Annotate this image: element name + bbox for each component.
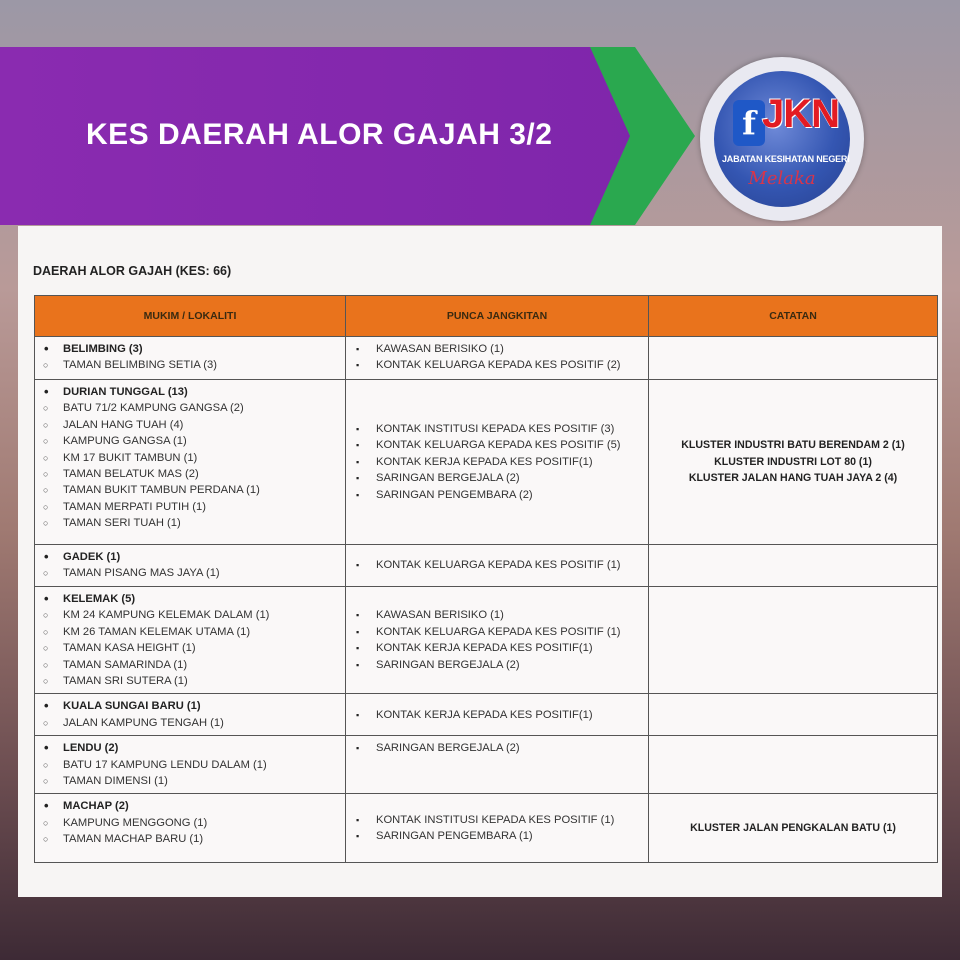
punca-item: ▪ KONTAK KERJA KEPADA KES POSITIF(1)	[356, 640, 648, 656]
mukim-name: • KUALA SUNGAI BARU (1)	[43, 698, 345, 714]
punca-item: ▪ KONTAK KELUARGA KEPADA KES POSITIF (2)	[356, 357, 648, 373]
punca-item: ▪ KONTAK KERJA KEPADA KES POSITIF(1)	[356, 707, 648, 723]
lokaliti-item: ○ TAMAN SERI TUAH (1)	[43, 515, 345, 531]
lokaliti-item: ○ TAMAN PISANG MAS JAYA (1)	[43, 565, 345, 581]
cell-mukim-lokaliti	[35, 545, 346, 587]
punca-item: ▪ SARINGAN PENGEMBARA (2)	[356, 487, 648, 503]
table-header-row	[35, 296, 938, 337]
lokaliti-item: ○ TAMAN BELIMBING SETIA (3)	[43, 357, 345, 373]
punca-item: ▪ KONTAK KELUARGA KEPADA KES POSITIF (1)	[356, 557, 648, 573]
catatan-item: KLUSTER INDUSTRI BATU BERENDAM 2 (1)	[681, 439, 905, 452]
cell-catatan	[649, 794, 938, 863]
table-row	[35, 736, 938, 794]
cell-catatan	[649, 736, 938, 794]
logo-brand-text: JKN	[762, 92, 840, 136]
mukim-name: • KELEMAK (5)	[43, 591, 345, 607]
punca-item: ▪ SARINGAN PENGEMBARA (1)	[356, 828, 648, 844]
punca-item: ▪ KONTAK KERJA KEPADA KES POSITIF(1)	[356, 454, 648, 470]
logo-script-text: Melaka	[748, 168, 816, 189]
punca-item: ▪ SARINGAN BERGEJALA (2)	[356, 740, 648, 756]
punca-item: ▪ KAWASAN BERISIKO (1)	[356, 341, 648, 357]
lokaliti-item: ○ TAMAN MERPATI PUTIH (1)	[43, 499, 345, 515]
catatan-item: KLUSTER INDUSTRI LOT 80 (1)	[714, 455, 872, 468]
table-row	[35, 380, 938, 545]
table-row	[35, 694, 938, 736]
mukim-name: • MACHAP (2)	[43, 798, 345, 814]
cell-catatan	[649, 545, 938, 587]
mukim-name: • DURIAN TUNGGAL (13)	[43, 384, 345, 400]
table-body	[35, 337, 938, 863]
cell-punca	[346, 694, 649, 736]
table-row	[35, 337, 938, 380]
cell-mukim-lokaliti	[35, 694, 346, 736]
lokaliti-item: ○ JALAN KAMPUNG TENGAH (1)	[43, 715, 345, 731]
lokaliti-item: ○ TAMAN SRI SUTERA (1)	[43, 673, 345, 689]
mukim-name: • GADEK (1)	[43, 549, 345, 565]
lokaliti-item: ○ KAMPUNG GANGSA (1)	[43, 433, 345, 449]
punca-item: ▪ KONTAK KELUARGA KEPADA KES POSITIF (5)	[356, 437, 648, 453]
lokaliti-item: ○ TAMAN SAMARINDA (1)	[43, 657, 345, 673]
cell-punca	[346, 380, 649, 545]
lokaliti-item: ○ TAMAN BUKIT TAMBUN PERDANA (1)	[43, 482, 345, 498]
lokaliti-item: ○ TAMAN DIMENSI (1)	[43, 773, 345, 789]
table-row	[35, 545, 938, 587]
mukim-name: • LENDU (2)	[43, 740, 345, 756]
punca-item: ▪ SARINGAN BERGEJALA (2)	[356, 470, 648, 486]
cell-mukim-lokaliti	[35, 587, 346, 694]
cell-mukim-lokaliti	[35, 337, 346, 380]
catatan-item: KLUSTER JALAN HANG TUAH JAYA 2 (4)	[688, 472, 898, 485]
cell-catatan	[649, 380, 938, 545]
table-row	[35, 794, 938, 863]
cell-punca	[346, 587, 649, 694]
lokaliti-item: ○ KM 17 BUKIT TAMBUN (1)	[43, 450, 345, 466]
cell-mukim-lokaliti	[35, 794, 346, 863]
lokaliti-item: ○ TAMAN KASA HEIGHT (1)	[43, 640, 345, 656]
page-title: KES DAERAH ALOR GAJAH 3/2	[86, 118, 553, 151]
catatan-item: KLUSTER JALAN PENGKALAN BATU (1)	[690, 822, 896, 835]
header-mukim: MUKIM / LOKALITI	[35, 296, 346, 337]
cell-catatan	[649, 694, 938, 736]
lokaliti-item: ○ TAMAN BELATUK MAS (2)	[43, 466, 345, 482]
lokaliti-item: ○ KM 24 KAMPUNG KELEMAK DALAM (1)	[43, 607, 345, 623]
header-catatan: CATATAN	[649, 296, 938, 337]
lokaliti-item: ○ TAMAN MACHAP BARU (1)	[43, 831, 345, 847]
punca-item: ▪ KONTAK KELUARGA KEPADA KES POSITIF (1)	[356, 624, 648, 640]
punca-item: ▪ KONTAK INSTITUSI KEPADA KES POSITIF (1)	[356, 812, 648, 828]
header-punca: PUNCA JANGKITAN	[346, 296, 649, 337]
facebook-icon: f	[733, 100, 765, 146]
cell-catatan	[649, 587, 938, 694]
table-row	[35, 587, 938, 694]
case-table	[34, 295, 938, 863]
punca-item: ▪ KONTAK INSTITUSI KEPADA KES POSITIF (3)	[356, 421, 648, 437]
cell-catatan	[649, 337, 938, 380]
mukim-name: • BELIMBING (3)	[43, 341, 345, 357]
logo-subtitle: JABATAN KESIHATAN NEGERI	[722, 154, 850, 164]
district-heading: DAERAH ALOR GAJAH (KES: 66)	[33, 264, 232, 278]
lokaliti-item: ○ KM 26 TAMAN KELEMAK UTAMA (1)	[43, 624, 345, 640]
cell-punca	[346, 545, 649, 587]
lokaliti-item: ○ JALAN HANG TUAH (4)	[43, 417, 345, 433]
cell-punca	[346, 794, 649, 863]
cell-mukim-lokaliti	[35, 380, 346, 545]
cell-mukim-lokaliti	[35, 736, 346, 794]
lokaliti-item: ○ BATU 17 KAMPUNG LENDU DALAM (1)	[43, 757, 345, 773]
punca-item: ▪ KAWASAN BERISIKO (1)	[356, 607, 648, 623]
lokaliti-item: ○ BATU 71/2 KAMPUNG GANGSA (2)	[43, 400, 345, 416]
cell-punca	[346, 337, 649, 380]
lokaliti-item: ○ KAMPUNG MENGGONG (1)	[43, 815, 345, 831]
punca-item: ▪ SARINGAN BERGEJALA (2)	[356, 657, 648, 673]
cell-punca	[346, 736, 649, 794]
